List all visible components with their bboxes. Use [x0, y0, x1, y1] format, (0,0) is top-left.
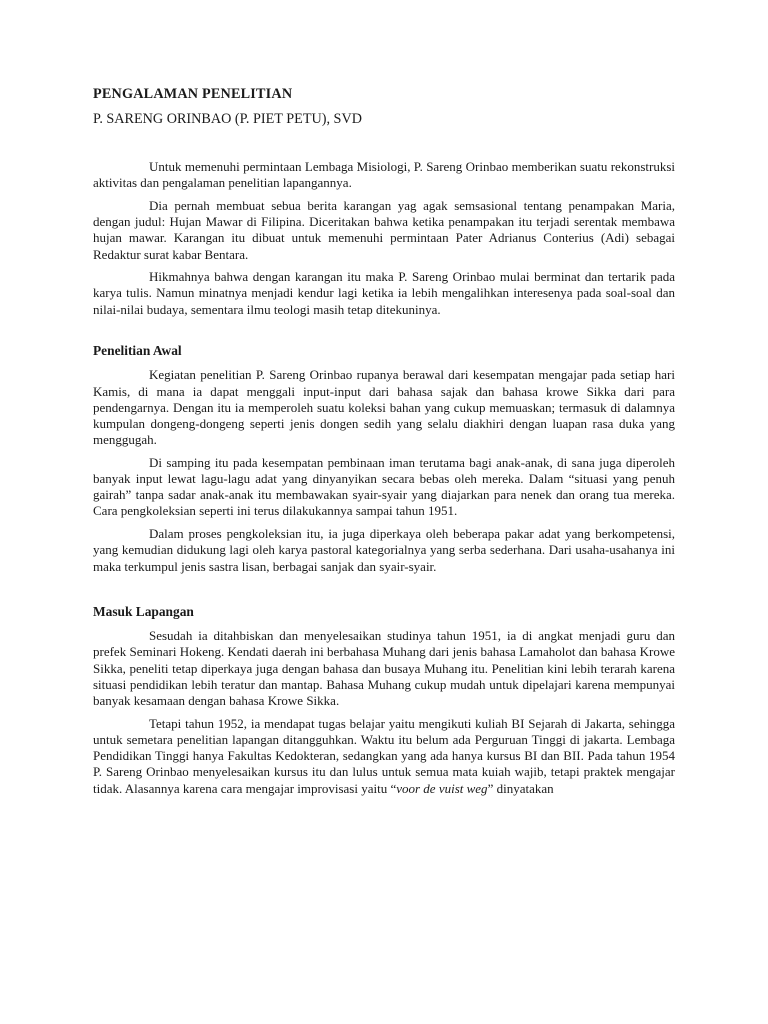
lapangan-paragraph-1: Sesudah ia ditahbiskan dan menyelesaikan studinya tahun 1951, ia di angkat menjadi guru dan prefek Seminari Hokeng. Kendati daerah ini berbahasa Muhang dari jenis bahasa Lamaholot dan bahasa Krowe Sikka, peneliti tetap diperkaya juga dengan bahasa dan busaya Muhang itu. Penelitian kini lebih terarah karena situasi pendidikan lebih teratur dan mantap. Bahasa Muhang cukup mudah untuk dipelajari karena mempunyai banyak kesamaan dengan bahasa Krowe Sikka.	[93, 628, 675, 709]
spacer	[93, 581, 675, 604]
document-title: PENGALAMAN PENELITIAN	[93, 86, 293, 102]
lapangan-paragraph-2-text: Tetapi tahun 1952, ia mendapat tugas belajar yaitu mengikuti kuliah BI Sejarah di Jakarta, sehingga untuk semetara penelitian lapangan ditangguhkan. Waktu itu belum ada Perguruan Tinggi di jakarta. Lembaga Pendidikan Tinggi hanya Fakultas Kedokteran, sedangkan yang ada hanya kursus BI dan BII. Pada tahun 1954 P. Sareng Orinbao menyelesaikan kursus itu dan lulus untuk semua mata kuiah wajib, tetapi praktek mengajar tidak. Alasannya karena cara mengajar improvisasi yaitu “	[93, 715, 675, 796]
awal-paragraph-3: Dalam proses pengkoleksian itu, ia juga diperkaya oleh beberapa pakar adat yang berkompetensi, yang kemudian didukung lagi oleh karya pastoral kategorialnya yang serba sederhana. Dari usaha-usahanya ini maka terkumpul jenis sastra lisan, berbagai sanjak dan syair-syair.	[93, 526, 675, 574]
section-heading-masuk-lapangan: Masuk Lapangan	[93, 604, 194, 620]
intro-paragraph-2: Dia pernah membuat sebua berita karangan yag agak semsasional tentang penampakan Maria, dengan judul: Hujan Mawar di Filipina. Diceritakan bahwa ketika penampakan itu terjadi serentak membawa hujan mawar. Karangan itu dibuat untuk memenuhi permintaan Pater Adrianus Conterius (Adi) sebagai Redaktur surat kabar Bentara.	[93, 197, 675, 262]
intro-paragraph-3: Hikmahnya bahwa dengan karangan itu maka P. Sareng Orinbao mulai berminat dan tertarik pada karya tulis. Namun minatnya menjadi kendur lagi ketika ia lebih mengalihkan interesenya pada soal-soal dan nilai-nilai budaya, sementara ilmu teologi masih tetap ditekuninya.	[93, 269, 675, 317]
lapangan-paragraph-2-tail: ” dinyatakan	[487, 780, 554, 796]
section-heading-penelitian-awal: Penelitian Awal	[93, 343, 182, 359]
lapangan-paragraph-2	[93, 716, 675, 797]
document-author: P. SARENG ORINBAO (P. PIET PETU), SVD	[93, 111, 362, 127]
intro-paragraph-1: Untuk memenuhi permintaan Lembaga Misiologi, P. Sareng Orinbao memberikan suatu rekonstruksi aktivitas dan pengalaman penelitian lapangannya.	[93, 159, 675, 191]
document-body	[93, 86, 675, 803]
italic-phrase: voor de vuist weg	[396, 780, 488, 796]
spacer	[93, 324, 675, 343]
awal-paragraph-1: Kegiatan penelitian P. Sareng Orinbao rupanya berawal dari kesempatan mengajar pada setiap hari Kamis, di mana ia dapat menggali input-input dari bahasa sajak dan bahasa krowe Sikka dari para pendengarnya. Dengan itu ia memperoleh suatu koleksi bahan yang cukup memuaskan; termasuk di dalamnya kumpulan dongeng-dongeng seperti jenis dongen sedih yang selalu diakhiri dengan luapan rasa duka yang menggugah.	[93, 367, 675, 448]
awal-paragraph-2: Di samping itu pada kesempatan pembinaan iman terutama bagi anak-anak, di sana juga diperoleh banyak input lewat lagu-lagu adat yang dinyanyikan secara bebas oleh mereka. Dalam “situasi yang penuh gairah” tanpa sadar anak-anak itu membawakan syair-syair yang diajarkan para nenek dan orang tua mereka. Cara pengkoleksian seperti ini terus dilakukannya sampai tahun 1951.	[93, 454, 675, 519]
